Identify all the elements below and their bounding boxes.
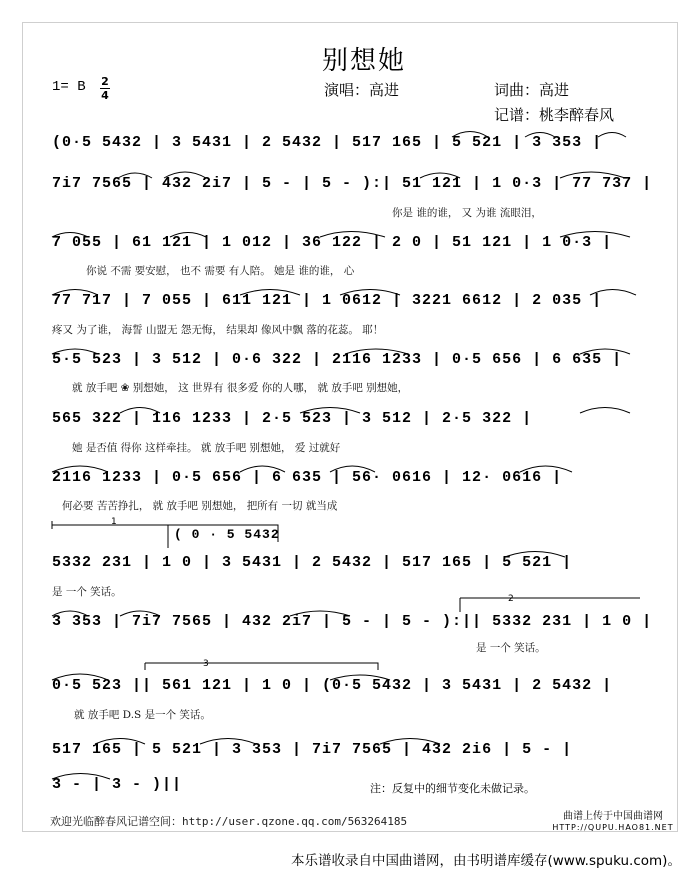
song-title: 别想她 [322, 46, 407, 76]
stamp-line-2: HTTP://QUPU.HAO81.NET [552, 823, 674, 832]
staff-1-notes: (0·5 5432 | 3 5431 | 2 5432 | 517 165 | 5 521 | 3 353 | [52, 134, 603, 151]
staff-4-lyrics: 疼又 为了谁， 海誓 山盟无 怨无悔， 结果却 像风中飘 落的花蕊。 耶！ [52, 324, 384, 336]
staff-9-notes: 3 353 | 7i7 7565 | 432 2i7 | 5 - | 5 - ):|| 5332 231 | 1 0 | [52, 613, 653, 630]
site-stamp [549, 811, 677, 835]
staff-9-lyrics: 是 一个 笑话。 [476, 642, 546, 654]
stamp-line-1: 曲谱上传于中国曲谱网 [563, 811, 663, 822]
annotation-note: 注：反复中的细节变化未做记录。 [370, 782, 535, 795]
staff-10-lyrics: 就 放手吧 D.S 是一个 笑话。 [74, 709, 211, 721]
transcriber-credit: 记谱：桃李醉春风 [494, 106, 615, 124]
staff-7-lyrics: 何必要 苦苦挣扎， 就 放手吧 别想她， 把所有 一切 就当成 [62, 500, 338, 512]
staff-2-notes: 7i7 7565 | 432 2i7 | 5 - | 5 - ):| 51 121 | 1 0·3 | 77 737 | [52, 175, 653, 192]
staff-4-notes: 77 717 | 7 055 | 611 121 | 1 0612 | 3221 6612 | 2 035 | [52, 292, 603, 309]
time-signature [100, 76, 110, 101]
key-signature: 1= B [52, 79, 86, 95]
time-denominator: 4 [101, 89, 109, 102]
blog-line: 欢迎光临醉春风记谱空间：http://user.qzone.qq.com/563264185 [50, 815, 408, 828]
staff-11-notes: 517 165 | 5 521 | 3 353 | 7i7 7565 | 432 2i6 | 5 - | [52, 741, 573, 758]
staff-5-lyrics: 就 放手吧 ❀ 别想她， 这 世界有 很多爱 你的人哪， 就 放手吧 别想她， [72, 382, 409, 394]
staff-2-lyrics: 你是 谁的谁， 又 为谁 流眼泪， [392, 207, 542, 219]
staff-6-lyrics: 她 是否值 得你 这样牵挂。 就 放手吧 别想她， 爱 过就好 [72, 442, 341, 454]
staff-8-notes: 5332 231 | 1 0 | 3 5431 | 2 5432 | 517 165 | 5 521 | [52, 554, 573, 571]
staff-6-notes: 565 322 | 116 1233 | 2·5 523 | 3 512 | 2·5 322 | [52, 410, 533, 427]
staff-12-notes: 3 - | 3 - )|| [52, 776, 183, 793]
source-notice: 本乐谱收录自中国曲谱网，由书明谱库缓存(www.spuku.com)。 [291, 853, 681, 869]
staff-10-notes: 0·5 523 || 561 121 | 1 0 | (0·5 5432 | 3 5431 | 2 5432 | [52, 677, 613, 694]
volta-1-mark: 1 [111, 517, 117, 527]
singer-credit: 演唱：高进 [324, 81, 400, 99]
volta-2-mark: 2 [508, 594, 514, 604]
composer-credit: 词曲：高进 [494, 81, 570, 99]
staff-5-notes: 5·5 523 | 3 512 | 0·6 322 | 2116 1233 | 0·5 656 | 6 635 | [52, 351, 623, 368]
staff-3-notes: 7 055 | 61 121 | 1 012 | 36 122 | 2 0 | 51 121 | 1 0·3 | [52, 234, 613, 251]
volta-box-notes: ( 0 · 5 5432 [174, 527, 280, 542]
triplet-mark: 3 [203, 659, 209, 669]
time-numerator: 2 [101, 75, 109, 88]
staff-7-notes: 2116 1233 | 0·5 656 | 6 635 | 56· 0616 | 12· 0616 | [52, 469, 563, 486]
staff-3-lyrics: 你说 不需 要安慰， 也不 需要 有人陪。 她是 谁的谁， 心 [86, 265, 355, 277]
staff-8-lyrics: 是 一个 笑话。 [52, 586, 122, 598]
